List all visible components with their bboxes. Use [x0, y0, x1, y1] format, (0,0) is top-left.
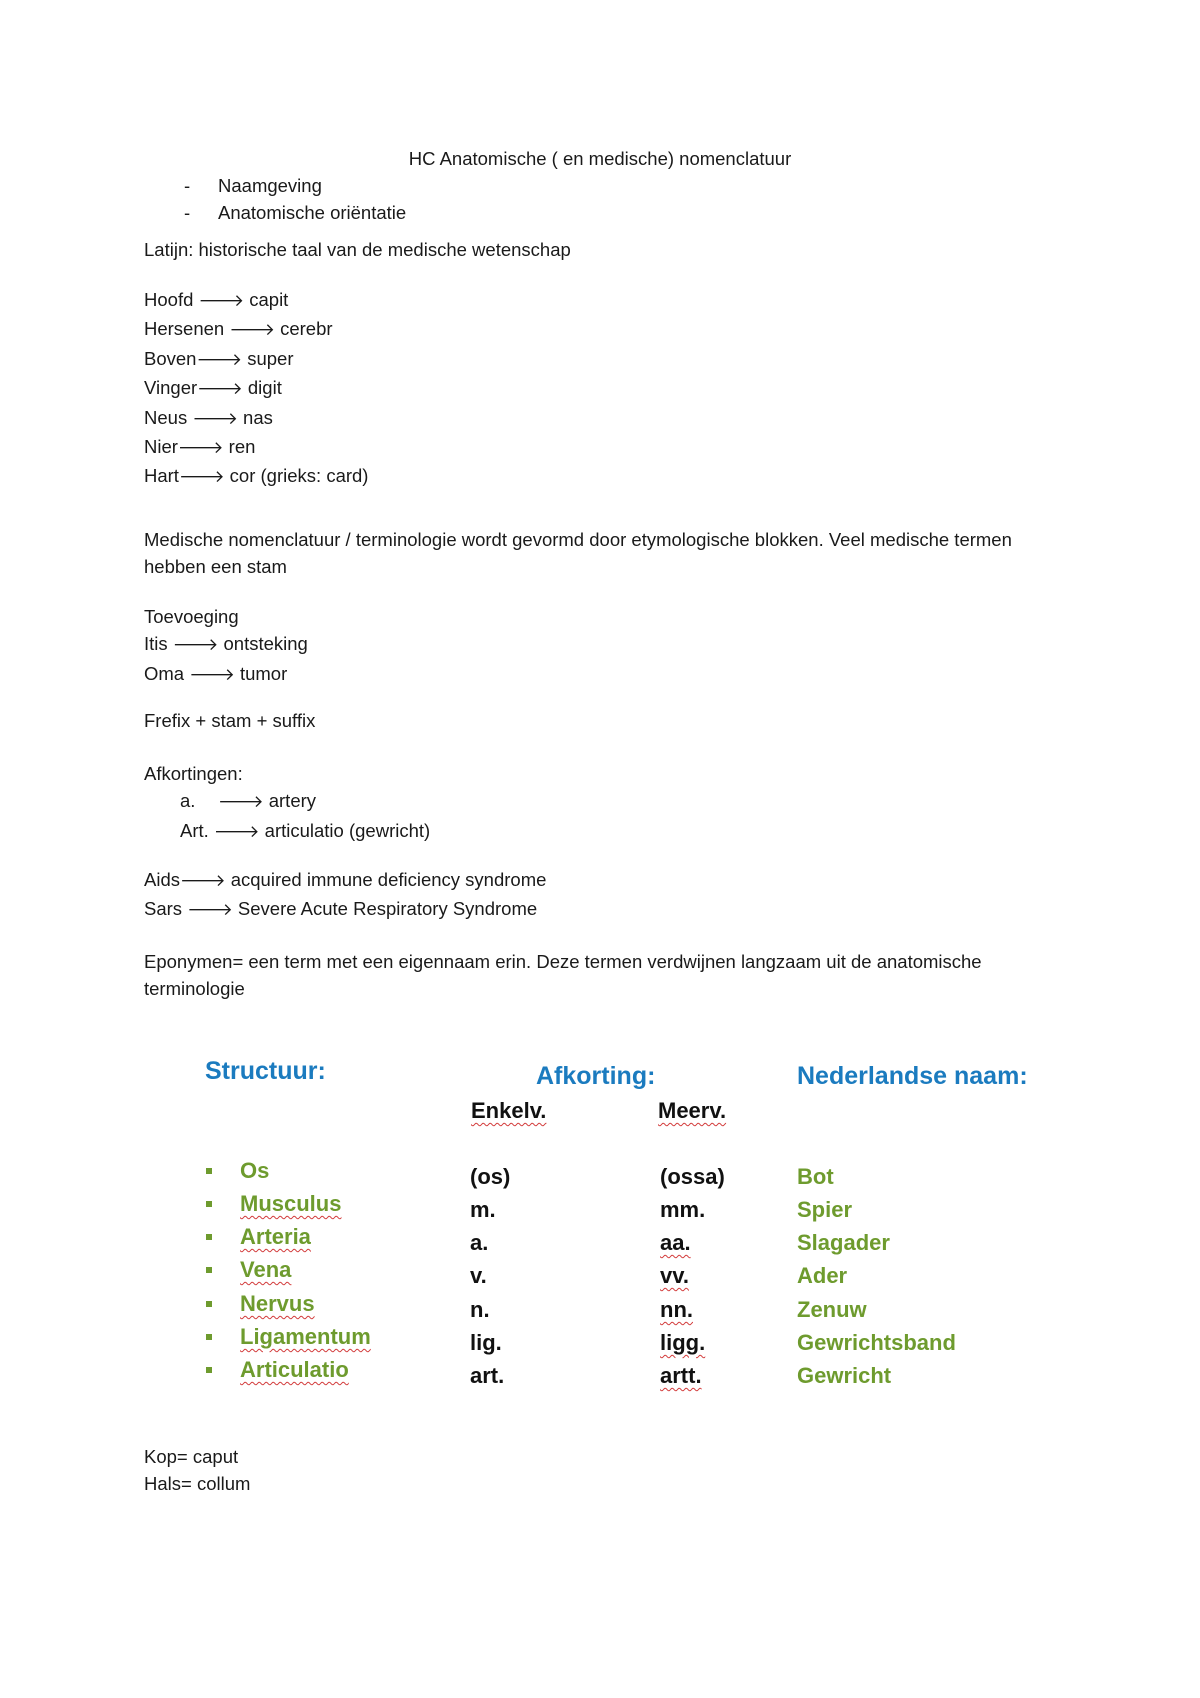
arrow-right-icon: 🡒	[192, 408, 238, 429]
arrow-right-icon: 🡒	[198, 291, 245, 311]
plural-cell: mm.	[660, 1197, 706, 1222]
arrow-right-icon: 🡒	[197, 379, 243, 400]
arrow-right-icon: 🡒	[196, 349, 243, 370]
bullet-icon	[206, 1301, 212, 1307]
singular-cell: v.	[470, 1263, 487, 1288]
acronym-list	[144, 866, 1064, 925]
list-item: Nier🡒 ren	[144, 436, 256, 459]
list-item: Art. 🡒 articulatio (gewricht)	[180, 819, 431, 842]
subheader-singular: Enkelv.	[471, 1098, 547, 1123]
bullet-icon	[206, 1234, 212, 1240]
intro-list	[184, 172, 406, 227]
section-heading: Toevoeging	[144, 606, 239, 627]
structure-cell: Vena	[240, 1257, 292, 1282]
bullet-icon	[206, 1367, 212, 1373]
list-item: Hersenen 🡒 cerebr	[144, 318, 333, 341]
dutch-cell: Zenuw	[797, 1297, 867, 1322]
arrow-right-icon: 🡒	[218, 792, 264, 813]
arrow-right-icon: 🡒	[180, 871, 226, 891]
bullet-icon	[206, 1168, 212, 1174]
plural-cell: artt.	[660, 1363, 702, 1388]
toevoeging-section	[144, 603, 1064, 689]
list-item: - Naamgeving	[184, 172, 406, 199]
arrow-right-icon: 🡒	[229, 320, 275, 341]
nomenclature-paragraph: Medische nomenclatuur / terminologie wordt gevormd door etymologische blokken. Veel medische termen hebben een stam	[144, 529, 1012, 578]
list-item: Aids🡒 acquired immune deficiency syndrome	[144, 869, 547, 891]
list-item: Vinger🡒 digit	[144, 377, 282, 400]
arrow-right-icon: 🡒	[177, 438, 224, 459]
list-item: Hart🡒 cor (grieks: card)	[144, 465, 369, 488]
plural-cell: (ossa)	[660, 1164, 725, 1189]
document-title: HC Anatomische ( en medische) nomenclatuur	[408, 148, 792, 169]
singular-cell: art.	[470, 1363, 505, 1388]
singular-cell: (os)	[470, 1164, 511, 1189]
afkortingen-section	[144, 760, 1064, 846]
subheader-plural: Meerv.	[658, 1098, 727, 1123]
structure-cell: Musculus	[240, 1191, 342, 1216]
arrow-right-icon: 🡒	[213, 821, 260, 842]
translation-list	[144, 286, 1064, 492]
dutch-cell: Spier	[797, 1197, 853, 1222]
bullet-icon	[206, 1201, 212, 1207]
list-item: Boven🡒 super	[144, 347, 294, 370]
plural-cell: aa.	[660, 1230, 691, 1255]
header-dutch-name: Nederlandse naam:	[797, 1062, 1028, 1090]
dutch-cell: Gewricht	[797, 1363, 892, 1388]
plural-cell: vv.	[660, 1263, 689, 1288]
list-item: a. 🡒 artery	[180, 790, 317, 813]
arrow-right-icon: 🡒	[172, 635, 219, 656]
structure-cell: Os	[240, 1158, 270, 1183]
closing-lines	[144, 1443, 1064, 1498]
singular-cell: lig.	[470, 1330, 502, 1355]
structure-cell: Arteria	[240, 1224, 311, 1249]
dutch-cell: Bot	[797, 1164, 834, 1189]
list-item: - Anatomische oriëntatie	[184, 199, 406, 226]
list-item: Itis 🡒 ontsteking	[144, 633, 308, 656]
bullet-icon	[206, 1334, 212, 1340]
structure-cell: Nervus	[240, 1291, 315, 1316]
list-item: Oma 🡒 tumor	[144, 662, 288, 685]
eponymen-paragraph: Eponymen= een term met een eigennaam erin. Deze termen verdwijnen langzaam uit de anatomische terminologie	[144, 951, 982, 1000]
dutch-cell: Ader	[797, 1263, 848, 1288]
section-heading: Afkortingen:	[144, 763, 243, 784]
formula-line: Frefix + stam + suffix	[144, 710, 316, 731]
plural-cell: ligg.	[660, 1330, 706, 1355]
singular-cell: m.	[470, 1197, 496, 1222]
arrow-right-icon: 🡒	[178, 467, 225, 488]
header-structure: Structuur:	[205, 1057, 326, 1085]
header-abbreviation: Afkorting:	[536, 1062, 656, 1090]
list-item: Neus 🡒 nas	[144, 406, 273, 429]
structure-cell: Ligamentum	[240, 1324, 371, 1349]
list-item: Hoofd 🡒 capit	[144, 289, 289, 311]
singular-cell: a.	[470, 1230, 489, 1255]
list-item: Kop= caput	[144, 1446, 239, 1467]
latin-line: Latijn: historische taal van de medische wetenschap	[144, 239, 571, 260]
structure-cell: Articulatio	[240, 1357, 349, 1382]
list-item: Sars 🡒 Severe Acute Respiratory Syndrome	[144, 898, 538, 921]
list-item: Hals= collum	[144, 1473, 251, 1495]
arrow-right-icon: 🡒	[189, 664, 235, 685]
singular-cell: n.	[470, 1297, 490, 1322]
plural-cell: nn.	[660, 1297, 693, 1322]
arrow-right-icon: 🡒	[187, 900, 233, 921]
dutch-cell: Slagader	[797, 1230, 890, 1255]
dutch-cell: Gewrichtsband	[797, 1330, 956, 1355]
bullet-icon	[206, 1267, 212, 1273]
